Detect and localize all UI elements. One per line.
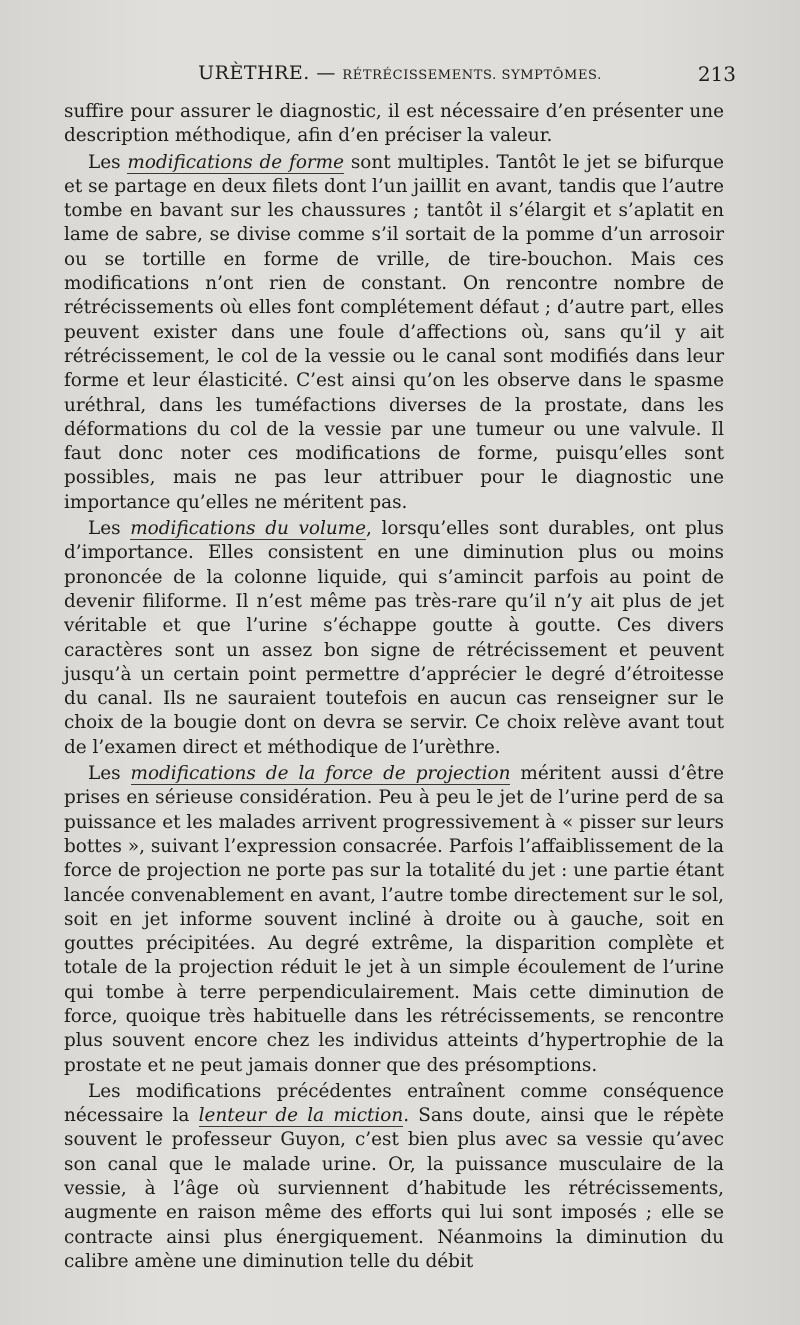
running-header: [64, 60, 736, 90]
header-dash: —: [316, 62, 336, 84]
header-subtitle: RÉTRÉCISSEMENTS. SYMPTÔMES.: [342, 68, 602, 83]
paragraph-4-emphasis: modifications de la force de projection: [130, 763, 511, 785]
header-section: URÈTHRE.: [198, 62, 310, 84]
page-number: 213: [697, 62, 736, 86]
paragraph-3: [64, 517, 724, 760]
paragraph-5-emphasis: lenteur de la miction: [198, 1105, 404, 1127]
paragraph-5-text: . Sans doute, ainsi que le répète souvent le professeur Guyon, c’est bien plus avec sa vessie qu’avec son canal que le malade urine. Or, la puissance musculaire de la vessie, à l’âge où surviennent d’habitude les rétrécissements, augmente en raison même des efforts qui lui sont imposés ; elle se contracte ainsi plus énergiquement. Néanmoins la diminution du calibre amène une diminution telle du débit: [64, 1105, 724, 1272]
header-title: [64, 62, 736, 84]
paragraph-4-text: méritent aussi d’être prises en sérieuse considération. Peu à peu le jet de l’urine perd de sa puissance et les malades arrivent progressivement à « pisser sur leurs bottes », suivant l’expression consacrée. Parfois l’affaiblissement de la force de projection ne porte pas sur la totalité du jet : une partie étant lancée convenablement en avant, l’autre tombe directement sur le sol, soit en jet informe souvent incliné à droite ou à gauche, soit en gouttes précipitées. Au degré extrême, la disparition complète et totale de la projection réduit le jet à un simple écoulement de l’urine qui tombe à terre perpendiculairement. Mais cette diminution de force, quoique très habituelle dans les rétrécissements, se rencontre plus souvent encore chez les individus atteints d’hypertrophie de la prostate et ne peut jamais donner que des présomptions.: [64, 763, 724, 1076]
paragraph-3-emphasis: modifications du volume: [130, 518, 366, 540]
paragraph-4: [64, 762, 724, 1078]
body-text: [64, 100, 724, 1274]
paragraph-3-lead: Les: [88, 518, 131, 540]
paragraph-2: [64, 151, 724, 515]
paragraph-2-text: sont multiples. Tantôt le jet se bifurque et se partage en deux filets dont l’un jaillit en avant, tandis que l’autre tombe en bavant sur les chaussures ; tantôt il s’élargit et s’aplatit en lame de sabre, se divise comme s’il sortait de la pomme d’un arrosoir ou se tortille en forme de vrille, de tire-bouchon. Mais ces modifications n’ont rien de constant. On rencontre nombre de rétrécissements où elles font complétement défaut ; d’autre part, elles peuvent exister dans une foule d’affections où, sans qu’il y ait rétrécissement, le col de la vessie ou le canal sont modifiés dans leur forme et leur élasticité. C’est ainsi qu’on les observe dans le spasme uréthral, dans les tuméfactions diverses de la prostate, dans les déformations du col de la vessie par une tumeur ou une valvule. Il faut donc noter ces modifications de forme, puisqu’elles sont possibles, mais ne pas leur attribuer pour le diagnostic une importance qu’elles ne méritent pas.: [64, 151, 724, 513]
paragraph-5-lead: Les modifications précédentes entraînent comme conséquence nécessaire la: [64, 1080, 724, 1127]
paragraph-1: suffire pour assurer le diagnostic, il est nécessaire d’en présenter une description méthodique, afin d’en préciser la valeur.: [64, 101, 724, 147]
paragraph-5: [64, 1080, 724, 1274]
paragraph-4-lead: Les: [88, 763, 131, 785]
paragraph-2-lead: Les: [88, 151, 128, 173]
paragraph-3-text: , lorsqu’elles sont durables, ont plus d’importance. Elles consistent en une diminution plus ou moins prononcée de la colonne liquide, qui s’amincit parfois au point de devenir filiforme. Il n’est même pas très-rare qu’il n’y ait plus de jet véritable et que l’urine s’échappe goutte à goutte. Ces divers caractères sont un assez bon signe de rétrécissement et peuvent jusqu’à un certain point permettre d’apprécier le degré d’étroitesse du canal. Ils ne sauraient toutefois en aucun cas renseigner sur le choix de la bougie dont on devra se servir. Ce choix relève avant tout de l’examen direct et méthodique de l’urèthre.: [64, 518, 724, 758]
paragraph-2-emphasis: modifications de forme: [127, 151, 345, 173]
